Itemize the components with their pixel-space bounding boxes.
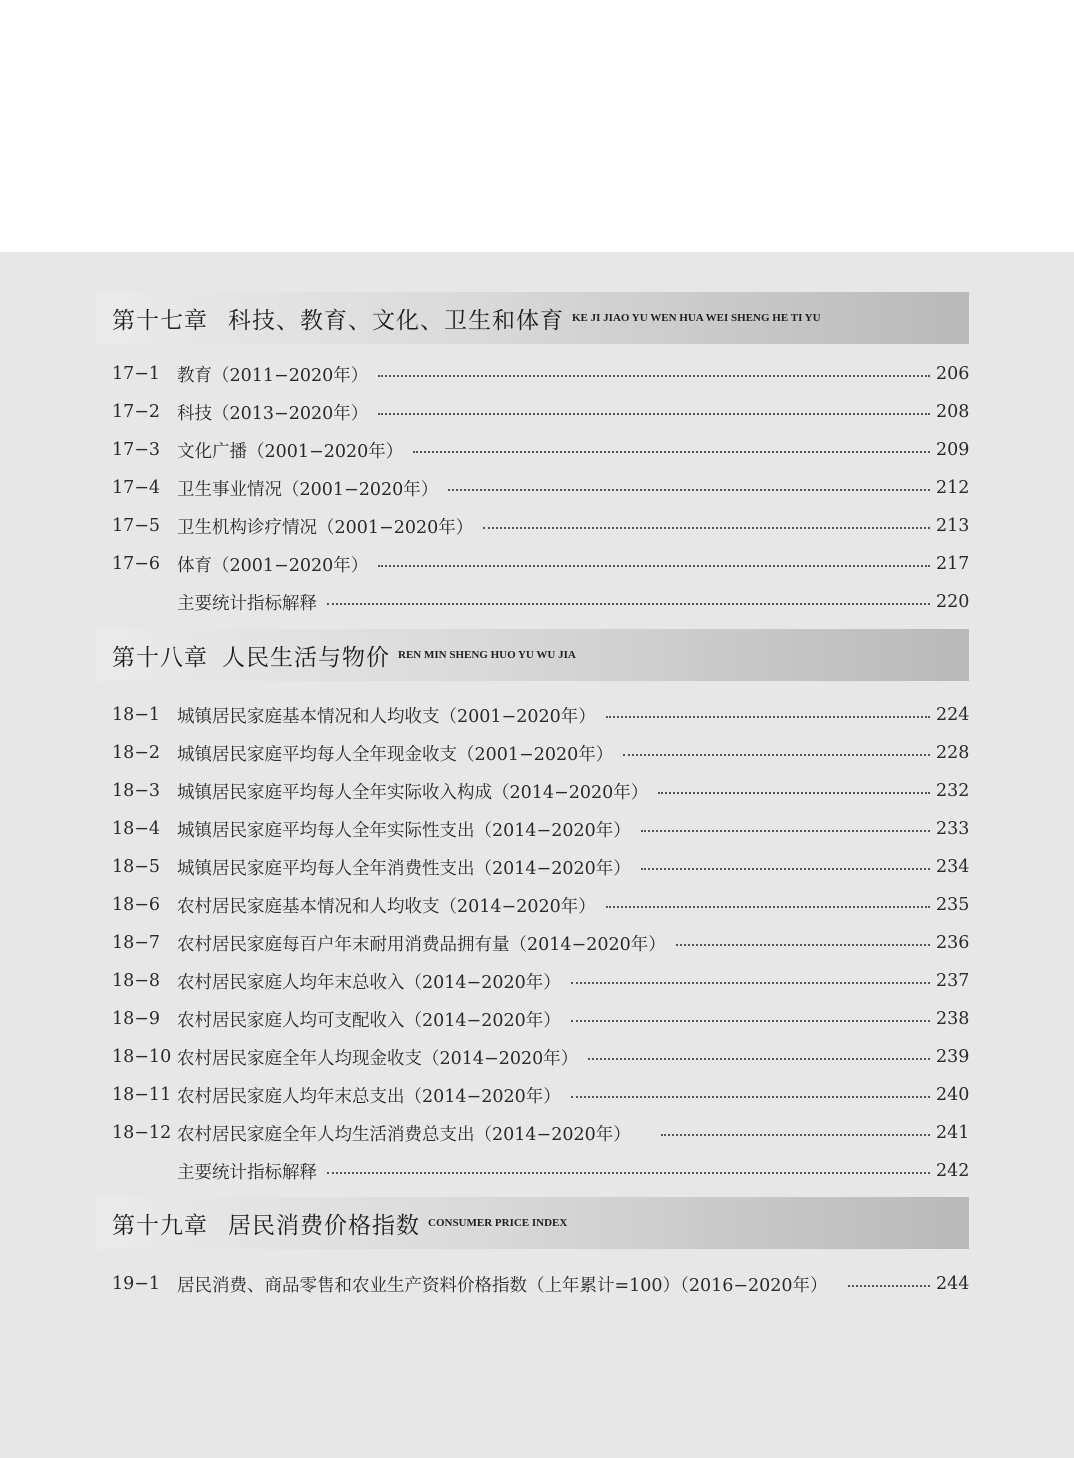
dot-leader [413, 449, 930, 453]
dot-leader [571, 980, 930, 984]
entry-title: 科技（2013−2020年） [177, 403, 369, 424]
entry-page: 213 [936, 516, 970, 536]
toc-entry[interactable] [112, 814, 970, 844]
dot-leader [641, 866, 930, 870]
entry-number: 18−3 [112, 781, 161, 801]
entry-title: 文化广播（2001−2020年） [177, 441, 404, 462]
toc-entry[interactable] [112, 397, 970, 427]
top-blank-area [0, 0, 1074, 252]
entry-number: 18−11 [112, 1085, 172, 1105]
dot-leader [378, 411, 930, 415]
toc-entry[interactable] [112, 473, 970, 503]
entry-title: 农村居民家庭人均年末总收入（2014−2020年） [177, 972, 561, 993]
chapter-title: 科技、教育、文化、卫生和体育 [228, 307, 564, 334]
dot-leader [848, 1283, 930, 1287]
entry-page: 235 [936, 895, 970, 915]
entry-page: 244 [936, 1274, 970, 1294]
dot-leader [448, 487, 930, 491]
toc-entry[interactable] [112, 587, 970, 617]
entry-number: 18−7 [112, 933, 161, 953]
dot-leader [606, 904, 930, 908]
entry-page: 208 [936, 402, 970, 422]
dot-leader [327, 601, 930, 605]
entry-title: 教育（2011−2020年） [177, 365, 369, 386]
toc-entry[interactable] [112, 1156, 970, 1186]
dot-leader [606, 714, 930, 718]
entry-number: 18−2 [112, 743, 161, 763]
entry-number: 18−5 [112, 857, 161, 877]
entry-title: 农村居民家庭每百户年末耐用消费品拥有量（2014−2020年） [177, 934, 666, 955]
entry-title: 主要统计指标解释 [177, 1162, 317, 1183]
chapter-header-17 [96, 292, 969, 344]
toc-entry[interactable] [112, 1118, 970, 1148]
entry-page: 236 [936, 933, 970, 953]
toc-entry[interactable] [112, 852, 970, 882]
entry-title: 城镇居民家庭基本情况和人均收支（2001−2020年） [177, 706, 596, 727]
entry-page: 237 [936, 971, 970, 991]
entry-page: 209 [936, 440, 970, 460]
entry-page: 233 [936, 819, 970, 839]
chapter-number: 第十九章 [112, 1212, 208, 1239]
chapter-title: 人民生活与物价 [222, 644, 390, 671]
chapter-title-en: CONSUMER PRICE INDEX [428, 1217, 568, 1229]
entry-title: 农村居民家庭全年人均现金收支（2014−2020年） [177, 1048, 579, 1069]
entry-page: 224 [936, 705, 970, 725]
entry-page: 220 [936, 592, 970, 612]
toc-entry[interactable] [112, 435, 970, 465]
entry-title: 城镇居民家庭平均每人全年实际性支出（2014−2020年） [177, 820, 631, 841]
entry-number: 19−1 [112, 1274, 161, 1294]
entry-number: 18−10 [112, 1047, 172, 1067]
entry-page: 232 [936, 781, 970, 801]
entry-page: 240 [936, 1085, 970, 1105]
toc-entry[interactable] [112, 966, 970, 996]
entry-title: 农村居民家庭人均年末总支出（2014−2020年） [177, 1086, 561, 1107]
entry-title: 农村居民家庭全年人均生活消费总支出（2014−2020年） [177, 1124, 631, 1145]
entry-page: 228 [936, 743, 970, 763]
entry-number: 17−4 [112, 478, 161, 498]
chapter-header-18 [96, 629, 969, 681]
toc-entry[interactable] [112, 1004, 970, 1034]
entry-number: 18−8 [112, 971, 161, 991]
dot-leader [483, 525, 930, 529]
toc-entry[interactable] [112, 1042, 970, 1072]
chapter-title: 居民消费价格指数 [228, 1212, 420, 1239]
entry-number: 17−1 [112, 364, 161, 384]
dot-leader [378, 563, 930, 567]
dot-leader [676, 942, 930, 946]
chapter-number: 第十八章 [112, 644, 208, 671]
chapter-title-en: KE JI JIAO YU WEN HUA WEI SHENG HE TI YU [572, 312, 821, 324]
chapter-title-en: REN MIN SHENG HUO YU WU JIA [398, 649, 576, 661]
toc-entry[interactable] [112, 549, 970, 579]
dot-leader [571, 1094, 930, 1098]
entry-title: 主要统计指标解释 [177, 593, 317, 614]
entry-number: 18−4 [112, 819, 161, 839]
dot-leader [588, 1056, 930, 1060]
entry-title: 城镇居民家庭平均每人全年现金收支（2001−2020年） [177, 744, 614, 765]
entry-title: 卫生事业情况（2001−2020年） [177, 479, 439, 500]
chapter-number: 第十七章 [112, 307, 208, 334]
toc-entry[interactable] [112, 928, 970, 958]
dot-leader [378, 373, 930, 377]
dot-leader [641, 828, 930, 832]
entry-title: 城镇居民家庭平均每人全年消费性支出（2014−2020年） [177, 858, 631, 879]
entry-title: 农村居民家庭人均可支配收入（2014−2020年） [177, 1010, 561, 1031]
entry-number: 18−6 [112, 895, 161, 915]
dot-leader [327, 1170, 930, 1174]
toc-entry[interactable] [112, 359, 970, 389]
toc-entry[interactable] [112, 776, 970, 806]
toc-entry[interactable] [112, 511, 970, 541]
entry-title: 卫生机构诊疗情况（2001−2020年） [177, 517, 474, 538]
entry-page: 234 [936, 857, 970, 877]
entry-title: 城镇居民家庭平均每人全年实际收入构成（2014−2020年） [177, 782, 649, 803]
entry-title: 居民消费、商品零售和农业生产资料价格指数（上年累计=100）（2016−2020年） [177, 1275, 828, 1296]
entry-page: 206 [936, 364, 970, 384]
entry-title: 体育（2001−2020年） [177, 555, 369, 576]
toc-entry[interactable] [112, 738, 970, 768]
entry-number: 17−6 [112, 554, 161, 574]
entry-number: 17−2 [112, 402, 161, 422]
entry-page: 242 [936, 1161, 970, 1181]
entry-page: 241 [936, 1123, 970, 1143]
entry-number: 18−12 [112, 1123, 172, 1143]
toc-entry[interactable] [112, 1080, 970, 1110]
dot-leader [658, 790, 930, 794]
entry-page: 212 [936, 478, 970, 498]
chapter-header-19 [96, 1197, 969, 1249]
entry-number: 18−9 [112, 1009, 161, 1029]
entry-number: 18−1 [112, 705, 161, 725]
toc-entry[interactable] [112, 1269, 970, 1299]
entry-page: 238 [936, 1009, 970, 1029]
entry-number: 17−3 [112, 440, 161, 460]
entry-title: 农村居民家庭基本情况和人均收支（2014−2020年） [177, 896, 596, 917]
toc-entry[interactable] [112, 700, 970, 730]
entry-page: 239 [936, 1047, 970, 1067]
dot-leader [623, 752, 930, 756]
dot-leader [571, 1018, 930, 1022]
toc-panel [0, 252, 1074, 1458]
toc-entry[interactable] [112, 890, 970, 920]
entry-number: 17−5 [112, 516, 161, 536]
entry-page: 217 [936, 554, 970, 574]
dot-leader [661, 1132, 930, 1136]
